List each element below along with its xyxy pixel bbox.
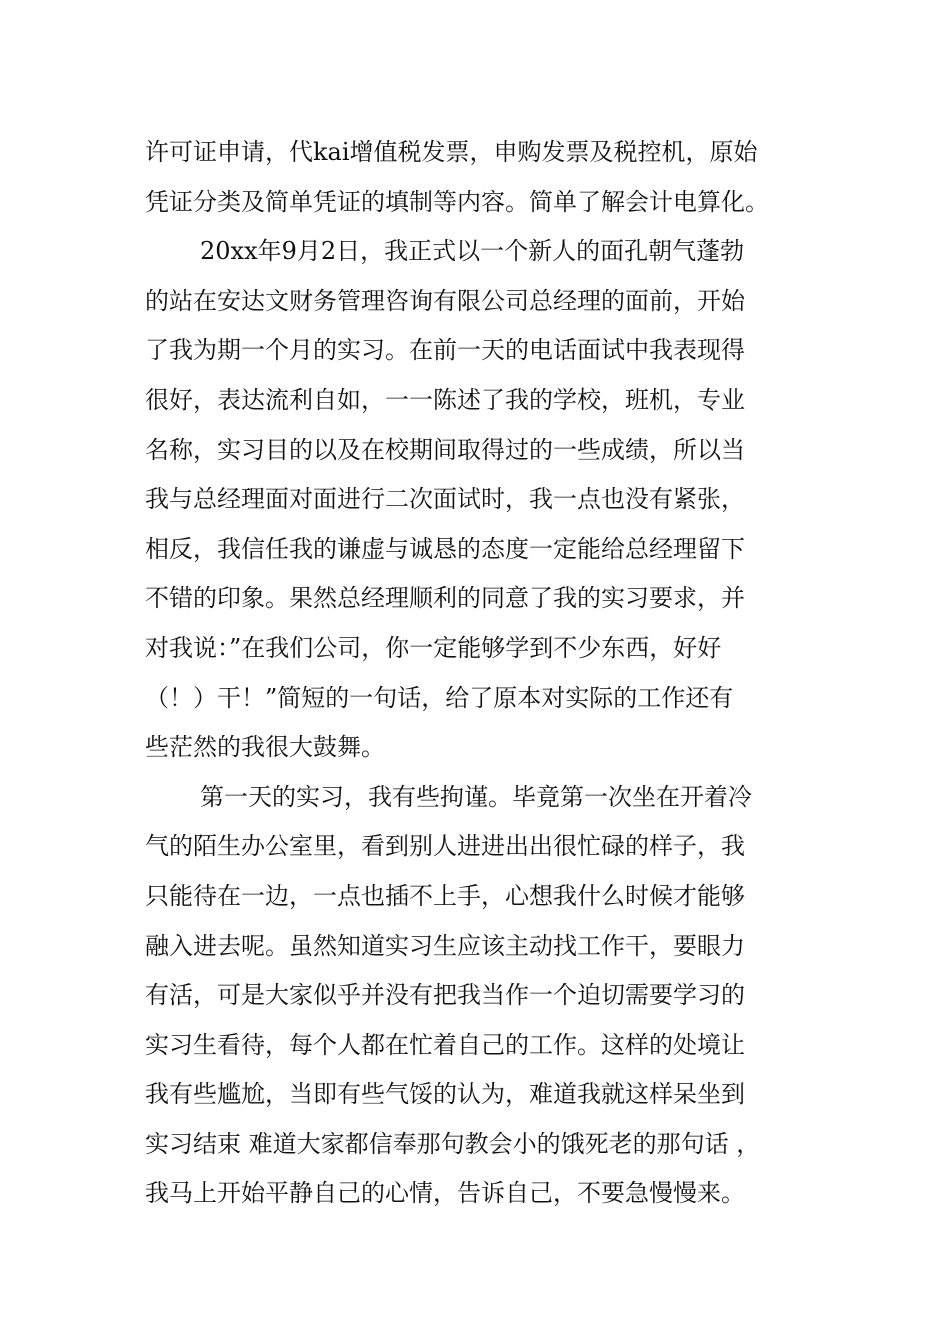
- text-line: 的站在安达文财务管理咨询有限公司总经理的面前，开始: [145, 286, 745, 315]
- text-line: 相反，我信任我的谦虚与诚恳的态度一定能给总经理留下: [145, 534, 745, 563]
- text-line: 些茫然的我很大鼓舞。: [145, 733, 385, 762]
- text-line: 对我说：”在我们公司，你一定能够学到不少东西，好好: [145, 633, 722, 662]
- text-line: 许可证申请，代kai增值税发票，申购发票及税控机，原始: [145, 138, 758, 166]
- text-line: 融入进去呢。虽然知道实习生应该主动找工作干，要眼力: [145, 931, 745, 960]
- text-line: 有活，可是大家似乎并没有把我当作一个迫切需要学习的: [145, 981, 745, 1010]
- text-line: （！）干！”简短的一句话，给了原本对实际的工作还有: [145, 683, 734, 712]
- text-line: 我与总经理面对面进行二次面试时，我一点也没有紧张，: [145, 485, 745, 514]
- text-line: 20xx年9月2日，我正式以一个新人的面孔朝气蓬勃: [200, 237, 745, 266]
- text-line: 我马上开始平静自己的心情，告诉自己，不要急慢慢来。: [145, 1179, 745, 1208]
- document-body: [145, 128, 810, 1219]
- text-line: 名称，实习目的以及在校期间取得过的一些成绩，所以当: [145, 435, 745, 464]
- text-line: 只能待在一边，一点也插不上手，心想我什么时候才能够: [145, 881, 745, 910]
- text-line: 实习结束 难道大家都信奉那句教会小的饿死老的那句话 ，: [145, 1129, 761, 1158]
- text-line: 第一天的实习，我有些拘谨。毕竟第一次坐在开着冷: [200, 782, 752, 811]
- text-line: 实习生看待，每个人都在忙着自己的工作。这样的处境让: [145, 1030, 745, 1059]
- text-line: 很好，表达流利自如，一一陈述了我的学校，班机，专业: [145, 385, 745, 414]
- text-line: 我有些尴尬，当即有些气馁的认为，难道我就这样呆坐到: [145, 1080, 745, 1109]
- paragraph-1: [145, 128, 810, 227]
- paragraph-2: [145, 227, 810, 773]
- text-line: 不错的印象。果然总经理顺利的同意了我的实习要求，并: [145, 584, 745, 613]
- paragraph-3: [145, 773, 810, 1219]
- text-line: 了我为期一个月的实习。在前一天的电话面试中我表现得: [145, 336, 745, 365]
- text-line: 气的陌生办公室里，看到别人进进出出很忙碌的样子，我: [145, 832, 745, 861]
- text-line: 凭证分类及简单凭证的填制等内容。简单了解会计电算化。: [145, 187, 769, 216]
